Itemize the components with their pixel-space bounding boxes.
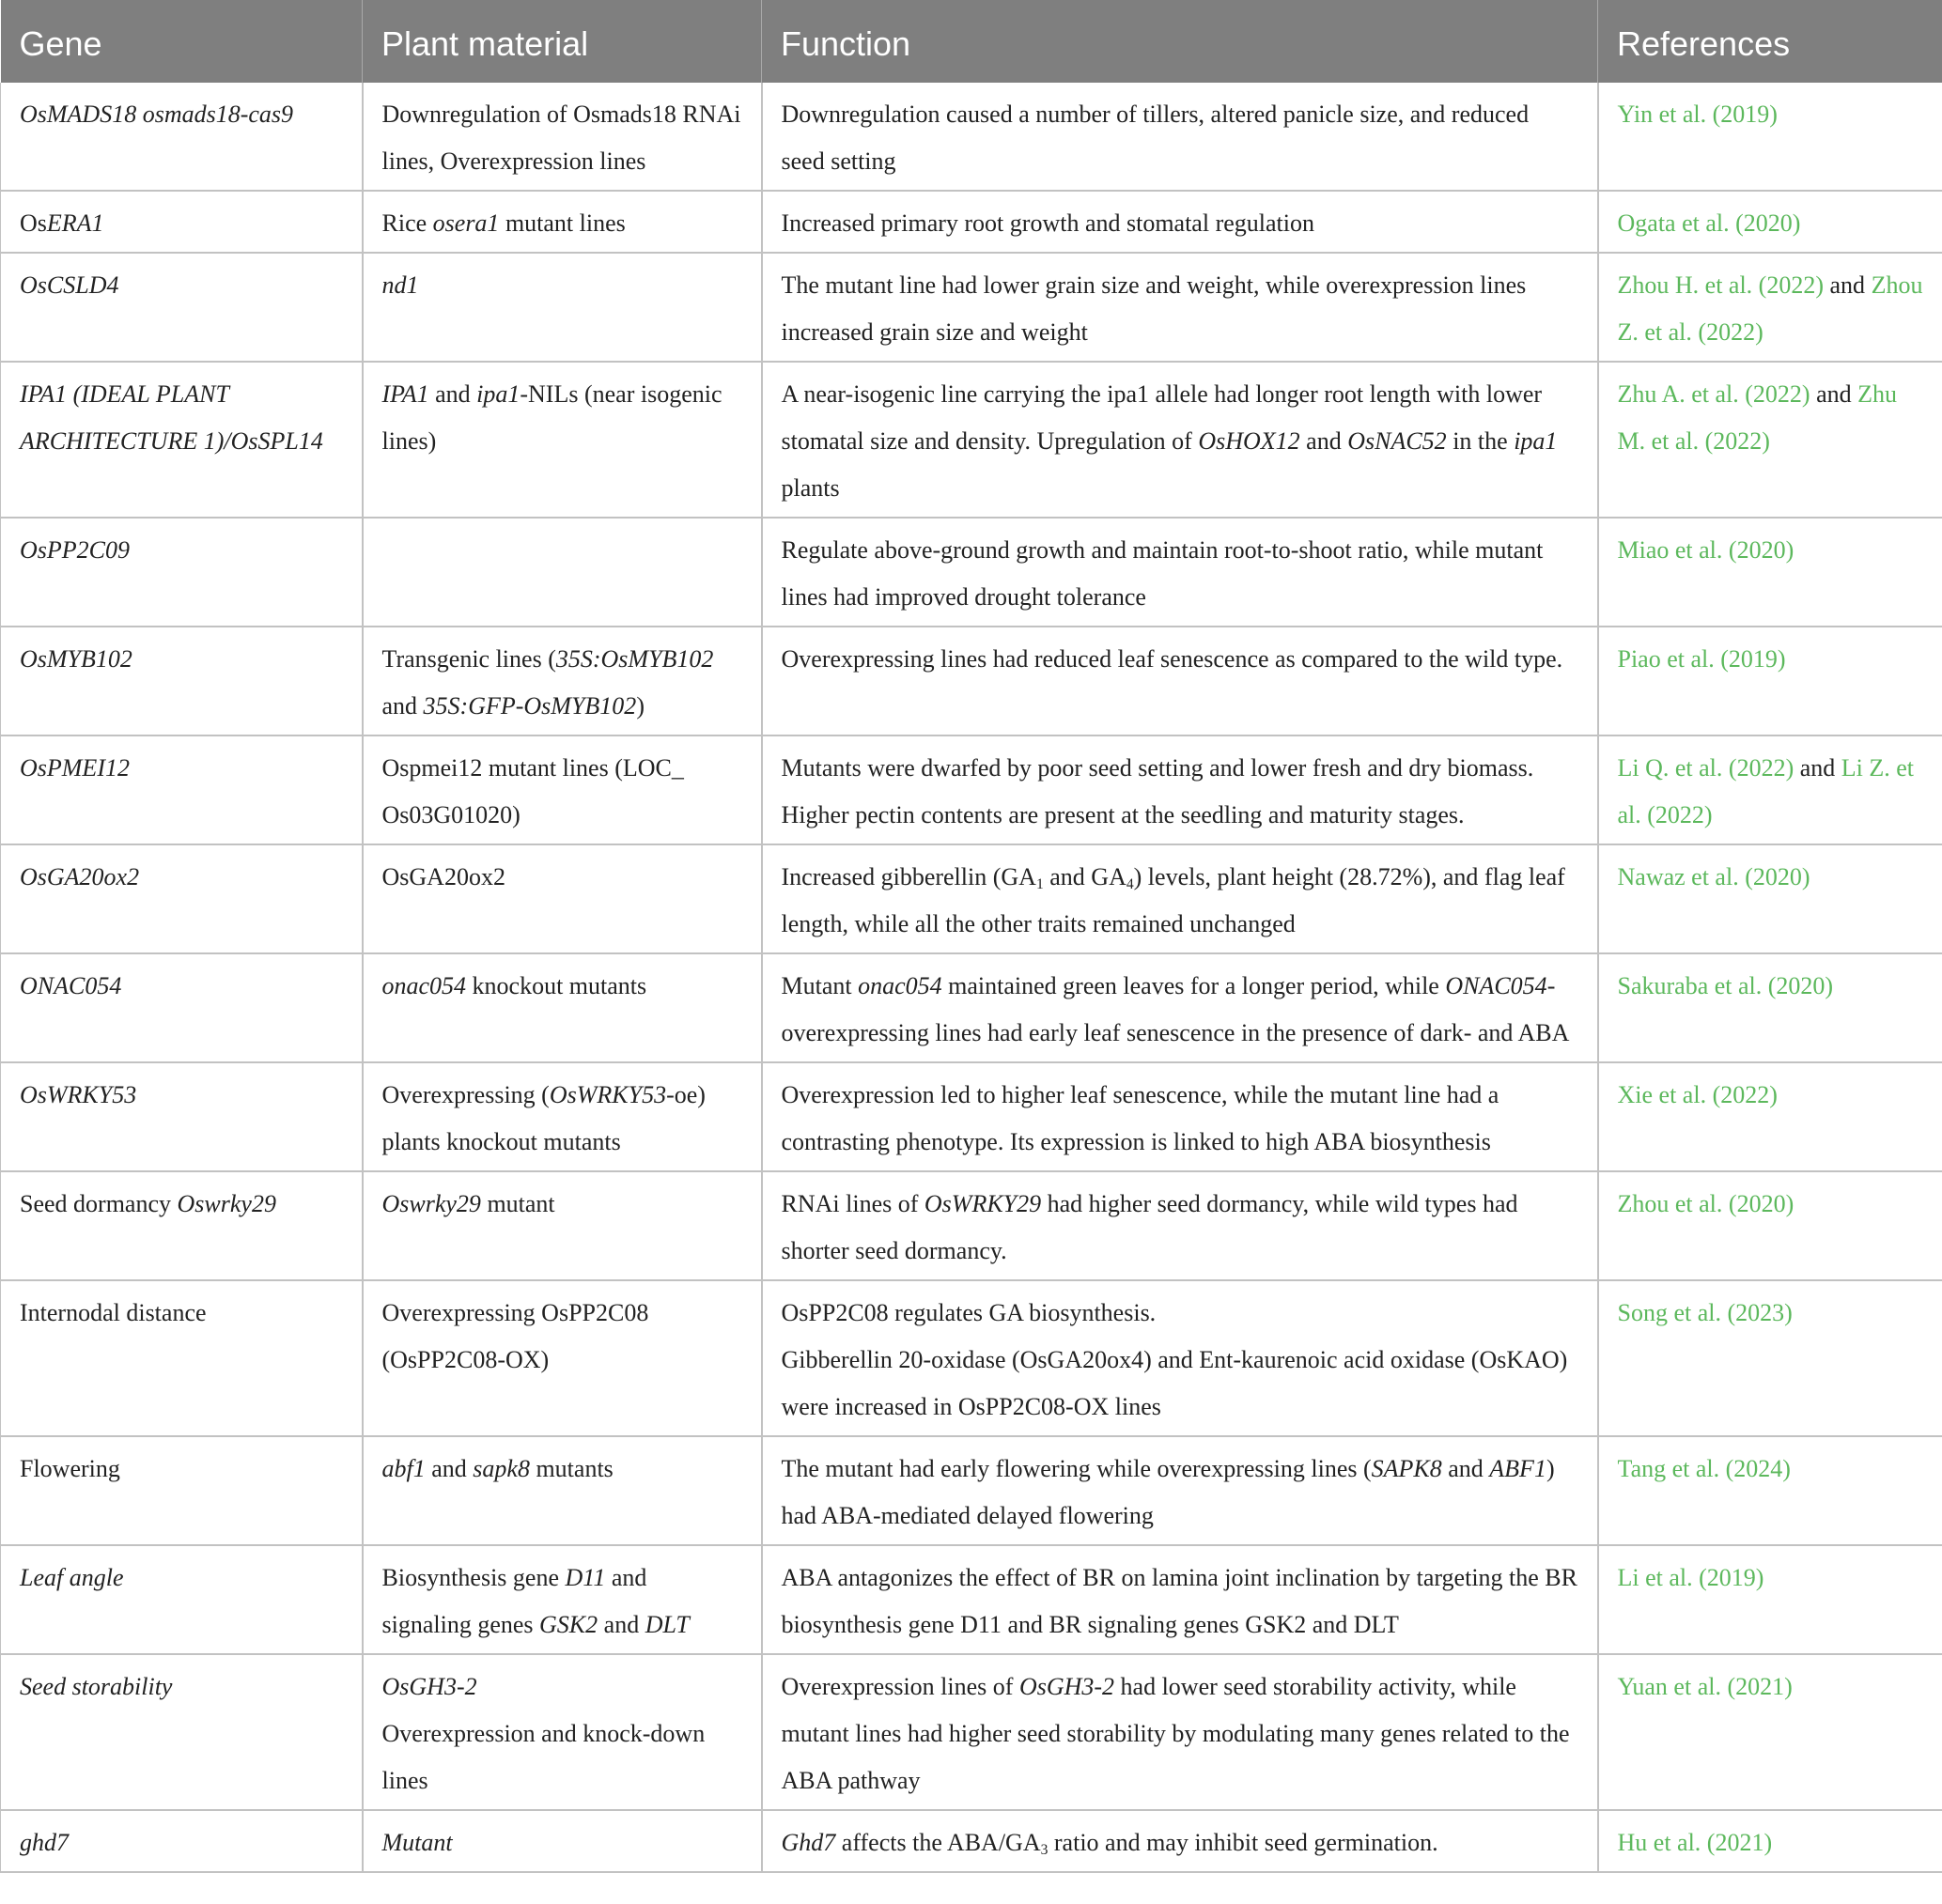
references-cell — [1598, 1062, 1942, 1171]
references-cell — [1598, 191, 1942, 253]
function-cell — [762, 362, 1598, 518]
italic-text: onac054 — [858, 972, 942, 999]
gene-cell — [1, 362, 363, 518]
reference-link[interactable]: Tang et al. (2024) — [1617, 1455, 1791, 1482]
italic-text: ghd7 — [20, 1829, 69, 1856]
function-cell — [762, 1810, 1598, 1872]
reference-link[interactable]: Miao et al. (2020) — [1617, 536, 1794, 564]
cell-text: Internodal distance — [20, 1299, 207, 1326]
references-cell — [1598, 1171, 1942, 1280]
references-cell — [1598, 518, 1942, 627]
header-references: References — [1598, 0, 1942, 83]
table-row — [1, 1654, 1942, 1810]
italic-text: Seed storability — [20, 1673, 173, 1700]
gene-cell — [1, 1436, 363, 1545]
cell-text: Seed dormancy — [20, 1190, 178, 1217]
cell-text: Ospmei12 mutant lines (LOC_ Os03G01020) — [381, 754, 684, 828]
cell-text: in the — [1446, 427, 1515, 455]
function-cell — [762, 953, 1598, 1062]
plant-material-cell — [363, 1810, 762, 1872]
italic-text: IPA1 — [381, 380, 429, 408]
cell-text: Biosynthesis gene — [381, 1564, 566, 1591]
italic-text: 35S:GFP-OsMYB102 — [423, 692, 637, 720]
reference-link[interactable]: Li Q. et al. (2022) — [1617, 754, 1794, 782]
gene-cell — [1, 191, 363, 253]
plant-material-cell — [363, 83, 762, 191]
cell-text: Increased primary root growth and stomatal regulation — [781, 209, 1314, 237]
gene-cell — [1, 1545, 363, 1654]
cell-text: ) — [636, 692, 645, 720]
cell-text: and signaling genes — [381, 1564, 647, 1638]
italic-text: OsPMEI12 — [20, 754, 130, 782]
table-row — [1, 1810, 1942, 1872]
gene-cell — [1, 627, 363, 735]
gene-cell — [1, 253, 363, 362]
plant-material-cell — [363, 1654, 762, 1810]
cell-text: Overexpression lines of — [781, 1673, 1019, 1700]
cell-text: affects the ABA/GA — [835, 1829, 1041, 1856]
italic-text: GSK2 — [539, 1611, 598, 1638]
italic-text: OsWRKY53 — [549, 1081, 667, 1108]
header-function: Function — [762, 0, 1598, 83]
plant-material-cell — [363, 518, 762, 627]
italic-text: sapk8 — [473, 1455, 530, 1482]
function-cell — [762, 735, 1598, 844]
cell-text: The mutant line had lower grain size and weight, while overexpression lines increased grain size and weight — [781, 271, 1527, 346]
cell-text: had higher seed dormancy, while wild types had shorter seed dormancy. — [781, 1190, 1518, 1264]
table-row — [1, 1545, 1942, 1654]
references-cell — [1598, 1810, 1942, 1872]
plant-material-cell — [363, 362, 762, 518]
cell-text: ) levels, plant height (28.72%), and flag leaf length, while all the other traits remained unchanged — [781, 863, 1565, 937]
italic-text: Mutant — [381, 1829, 453, 1856]
reference-link[interactable]: Xie et al. (2022) — [1617, 1081, 1778, 1108]
plant-material-cell — [363, 735, 762, 844]
cell-text: Overexpression and knock-down lines — [381, 1720, 706, 1794]
reference-link[interactable]: Piao et al. (2019) — [1617, 645, 1786, 673]
function-cell — [762, 1436, 1598, 1545]
reference-link[interactable]: Hu et al. (2021) — [1617, 1829, 1773, 1856]
plant-material-cell — [363, 1545, 762, 1654]
italic-text: OsNAC52 — [1347, 427, 1447, 455]
gene-cell — [1, 844, 363, 953]
cell-text: Increased gibberellin (GA — [781, 863, 1036, 890]
table-row — [1, 627, 1942, 735]
function-cell — [762, 1171, 1598, 1280]
cell-text: mutants — [529, 1455, 614, 1482]
reference-link[interactable]: Li et al. (2019) — [1617, 1564, 1764, 1591]
italic-text: OsWRKY53 — [20, 1081, 137, 1108]
cell-text: knockout mutants — [466, 972, 647, 999]
gene-cell — [1, 518, 363, 627]
function-cell — [762, 1280, 1598, 1436]
italic-text: OsWRKY29 — [924, 1190, 1042, 1217]
reference-link[interactable]: Yuan et al. (2021) — [1617, 1673, 1793, 1700]
italic-text: OsCSLD4 — [20, 271, 119, 299]
italic-text: ABF1 — [1489, 1455, 1546, 1482]
cell-text: -overexpressing lines had early leaf senescence in the presence of dark- and ABA — [781, 972, 1570, 1046]
italic-text: OsMYB102 — [20, 645, 132, 673]
header-row — [1, 0, 1942, 83]
italic-text: IPA1 (IDEAL PLANT ARCHITECTURE 1)/OsSPL14 — [20, 380, 323, 455]
function-cell — [762, 1654, 1598, 1810]
plant-material-cell — [363, 953, 762, 1062]
function-cell — [762, 1545, 1598, 1654]
italic-text: OsMADS18 osmads18-cas9 — [20, 101, 294, 128]
references-cell — [1598, 844, 1942, 953]
table-row — [1, 735, 1942, 844]
plant-material-cell — [363, 191, 762, 253]
cell-text: Overexpression led to higher leaf senescence, while the mutant line had a contrasting phenotype. Its expression is linked to high ABA biosynthesis — [781, 1081, 1499, 1155]
cell-text: ABA antagonizes the effect of BR on lamina joint inclination by targeting the BR biosynthesis gene D11 and BR signaling genes GSK2 and DLT — [781, 1564, 1577, 1638]
cell-text: had lower seed storability activity, while mutant lines had higher seed storability by modulating many genes related to the ABA pathway — [781, 1673, 1570, 1794]
table-body — [1, 83, 1942, 1872]
references-cell — [1598, 362, 1942, 518]
cell-text: ratio and may inhibit seed germination. — [1048, 1829, 1438, 1856]
cell-text: OsGA20ox2 — [381, 863, 505, 890]
subscript-text: 1 — [1035, 876, 1044, 892]
cell-text: RNAi lines of — [781, 1190, 924, 1217]
gene-cell — [1, 953, 363, 1062]
reference-link[interactable]: Zhou et al. (2020) — [1617, 1190, 1794, 1217]
references-cell — [1598, 1280, 1942, 1436]
italic-text: Ghd7 — [781, 1829, 836, 1856]
cell-text: and — [381, 692, 424, 720]
function-cell — [762, 518, 1598, 627]
italic-text: DLT — [645, 1611, 690, 1638]
italic-text: SAPK8 — [1371, 1455, 1442, 1482]
table-row — [1, 362, 1942, 518]
cell-text: Mutants were dwarfed by poor seed setting and lower fresh and dry biomass. Higher pectin contents are present at the seedling and maturity stages. — [781, 754, 1534, 828]
cell-text: ) had ABA-mediated delayed flowering — [781, 1455, 1555, 1529]
cell-text: and GA — [1043, 863, 1126, 890]
references-cell — [1598, 627, 1942, 735]
gene-cell — [1, 1171, 363, 1280]
table-row — [1, 518, 1942, 627]
italic-text: OsPP2C09 — [20, 536, 130, 564]
function-cell — [762, 627, 1598, 735]
italic-text: OsGH3-2 — [381, 1673, 477, 1700]
table-row — [1, 191, 1942, 253]
references-cell — [1598, 1436, 1942, 1545]
cell-text: and — [598, 1611, 645, 1638]
italic-text: ipa1 — [476, 380, 520, 408]
reference-link[interactable]: Zhu A. et al. (2022) — [1617, 380, 1810, 408]
references-cell — [1598, 953, 1942, 1062]
cell-text: Os — [20, 209, 47, 237]
italic-text: ERA1 — [46, 209, 104, 237]
cell-text: and — [1810, 380, 1858, 408]
cell-text: The mutant had early flowering while overexpressing lines ( — [781, 1455, 1372, 1482]
italic-text: ONAC054 — [1445, 972, 1547, 999]
references-cell — [1598, 735, 1942, 844]
table-row — [1, 953, 1942, 1062]
reference-link[interactable]: Song et al. (2023) — [1617, 1299, 1793, 1326]
italic-text: abf1 — [381, 1455, 426, 1482]
italic-text: nd1 — [381, 271, 419, 299]
cell-text: Overexpressing lines had reduced leaf senescence as compared to the wild type. — [781, 645, 1563, 673]
cell-text: OsPP2C08 regulates GA biosynthesis. — [781, 1299, 1157, 1326]
cell-text: plants — [781, 474, 840, 502]
plant-material-cell — [363, 1436, 762, 1545]
function-cell — [762, 191, 1598, 253]
cell-text: and — [1794, 754, 1841, 782]
gene-cell — [1, 83, 363, 191]
cell-text: -oe) plants knockout mutants — [381, 1081, 706, 1155]
table-row — [1, 844, 1942, 953]
cell-text: mutant — [480, 1190, 555, 1217]
italic-text: OsHOX12 — [1198, 427, 1300, 455]
gene-cell — [1, 1810, 363, 1872]
cell-text: and — [425, 1455, 474, 1482]
table-row — [1, 1436, 1942, 1545]
italic-text: osera1 — [432, 209, 500, 237]
plant-material-cell — [363, 1280, 762, 1436]
subscript-text: 4 — [1126, 876, 1134, 892]
table-row — [1, 1062, 1942, 1171]
header-plant-material: Plant material — [363, 0, 762, 83]
cell-text: Gibberellin 20-oxidase (OsGA20ox4) and Ent-kaurenoic acid oxidase (OsKAO) were increased in OsPP2C08-OX lines — [781, 1346, 1568, 1420]
plant-material-cell — [363, 627, 762, 735]
cell-text: maintained green leaves for a longer period, while — [941, 972, 1446, 999]
reference-link[interactable]: Li Z. et al. (2022) — [1617, 754, 1915, 828]
cell-text: Mutant — [781, 972, 859, 999]
italic-text: ONAC054 — [20, 972, 122, 999]
reference-link[interactable]: Zhou Z. et al. (2022) — [1617, 271, 1923, 346]
table-row — [1, 1280, 1942, 1436]
italic-text: OsGH3-2 — [1018, 1673, 1115, 1700]
cell-text: Flowering — [20, 1455, 120, 1482]
italic-text: 35S:OsMYB102 — [555, 645, 714, 673]
gene-cell — [1, 735, 363, 844]
references-cell — [1598, 83, 1942, 191]
table-row — [1, 83, 1942, 191]
function-cell — [762, 253, 1598, 362]
cell-text: Rice — [381, 209, 433, 237]
function-cell — [762, 1062, 1598, 1171]
cell-text: -NILs (near isogenic lines) — [381, 380, 722, 455]
italic-text: Oswrky29 — [381, 1190, 481, 1217]
table-row — [1, 253, 1942, 362]
cell-text: Overexpressing ( — [381, 1081, 550, 1108]
gene-cell — [1, 1280, 363, 1436]
cell-text: and — [1441, 1455, 1490, 1482]
plant-material-cell — [363, 253, 762, 362]
reference-link[interactable]: Yin et al. (2019) — [1617, 101, 1778, 128]
references-cell — [1598, 253, 1942, 362]
reference-link[interactable]: Zhou H. et al. (2022) — [1617, 271, 1825, 299]
italic-text: D11 — [565, 1564, 606, 1591]
reference-link[interactable]: Nawaz et al. (2020) — [1617, 863, 1810, 890]
plant-material-cell — [363, 1171, 762, 1280]
reference-link[interactable]: Ogata et al. (2020) — [1617, 209, 1801, 237]
cell-text: and — [1824, 271, 1872, 299]
cell-text: A near-isogenic line carrying the ipa1 allele had longer root length with lower stomatal size and density. Upregulation of — [781, 380, 1543, 455]
gene-cell — [1, 1062, 363, 1171]
function-cell — [762, 844, 1598, 953]
reference-link[interactable]: Zhu M. et al. (2022) — [1617, 380, 1898, 455]
cell-text: and — [1299, 427, 1348, 455]
header-gene: Gene — [1, 0, 363, 83]
references-cell — [1598, 1654, 1942, 1810]
plant-material-cell — [363, 844, 762, 953]
italic-text: Oswrky29 — [177, 1190, 276, 1217]
cell-text: Regulate above-ground growth and maintain root-to-shoot ratio, while mutant lines had improved drought tolerance — [781, 536, 1544, 611]
function-cell — [762, 83, 1598, 191]
cell-text: mutant lines — [499, 209, 626, 237]
cell-text: Overexpressing OsPP2C08 (OsPP2C08-OX) — [381, 1299, 649, 1373]
italic-text: onac054 — [381, 972, 467, 999]
cell-text: Downregulation of Osmads18 RNAi lines, Overexpression lines — [381, 101, 741, 175]
table-row — [1, 1171, 1942, 1280]
italic-text: OsGA20ox2 — [20, 863, 140, 890]
reference-link[interactable]: Sakuraba et al. (2020) — [1617, 972, 1834, 999]
cell-text: and — [428, 380, 477, 408]
italic-text: ipa1 — [1514, 427, 1558, 455]
references-cell — [1598, 1545, 1942, 1654]
subscript-text: 3 — [1040, 1842, 1049, 1858]
italic-text: Leaf angle — [20, 1564, 124, 1591]
plant-material-cell — [363, 1062, 762, 1171]
cell-text: Transgenic lines ( — [381, 645, 556, 673]
cell-text: Downregulation caused a number of tillers, altered panicle size, and reduced seed setting — [781, 101, 1530, 175]
gene-cell — [1, 1654, 363, 1810]
